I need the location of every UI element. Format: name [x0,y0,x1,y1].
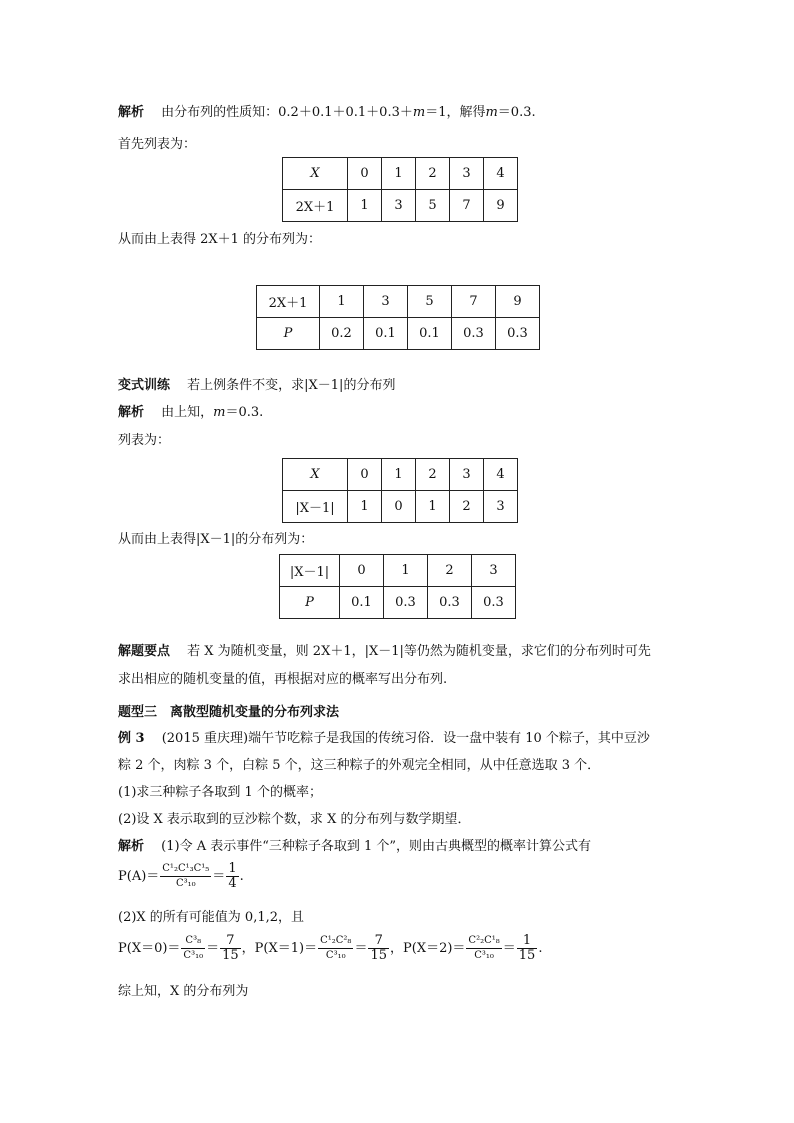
label-key-points: 解题要点 [118,644,171,659]
label-jiexi: 解析 [118,839,145,854]
text-distribution-intro-2: 从而由上表得|X－1|的分布列为： [118,532,314,547]
solution-line-2: 解析 由上知，m＝0.3. [118,405,264,420]
label-jiexi: 解析 [118,405,145,420]
example-3-line-1: 例 3 (2015 重庆理)端午节吃粽子是我国的传统习俗．设一盘中装有 10 个粽子，其中豆沙 [118,731,650,746]
table-x-2x1 [282,157,518,222]
formula-pa: P(A)＝ $\frac{\text{C¹₂C¹₃C¹₅}}{\text{C³₁₀}}$ ＝ $\frac{1}{4}$ . [118,861,244,891]
possible-values: (2)X 的所有可能值为 0,1,2，且 [118,910,305,925]
fraction: $\frac{\text{C¹₂C²₈}}{\text{C³₁₀}}$ [320,935,352,961]
solution-line-3: 解析 (1)令 A 表示事件“三种粽子各取到 1 个”，则由古典概型的概率计算公式有 [118,839,592,854]
fraction: $\frac{\text{C²₂C¹₈}}{\text{C³₁₀}}$ [468,935,500,961]
text-list-table-2: 列表为： [118,433,171,448]
question-2: (2)设 X 表示取到的豆沙粽个数，求 X 的分布列与数学期望． [118,812,471,827]
table-row: |X－1| 0 1 2 3 [280,555,516,587]
fraction: $\frac{7}{15}$ [370,933,387,963]
label-example: 例 3 [118,731,145,746]
table-row: |X－1| 1 0 1 2 3 [283,491,518,523]
table-row: 2X＋1 1 3 5 7 9 [257,286,540,318]
conclusion-line: 综上知，X 的分布列为 [118,984,249,999]
table-row: P 0.2 0.1 0.1 0.3 0.3 [257,318,540,350]
variant-exercise: 变式训练 若上例条件不变，求|X－1|的分布列 [118,378,396,393]
fraction: $\frac{1}{15}$ [518,933,536,963]
section-heading: 题型三 离散型随机变量的分布列求法 [118,705,340,720]
key-points-line-1: 解题要点 若 X 为随机变量，则 2X＋1，|X－1|等仍然为随机变量，求它们的分布列时可先 [118,644,651,659]
formula-px: P(X＝0)＝ $\frac{\text{C³₈}}{\text{C³₁₀}}$ ＝ $\frac{7}{15}$ ，P(X＝1)＝ $\frac{\text{C¹₂C²₈}}{\text{C³₁₀}}$ ＝ $\frac{7}{15}$ ，P(X＝2)＝ $\frac{\text{C²₂C¹₈}}{\text{C³₁₀}}$ ＝ $\frac{1}{15}$ . [118,933,543,963]
table-2x1-distribution [256,285,540,350]
key-points-line-2: 求出相应的随机变量的值，再根据对应的概率写出分布列. [118,672,448,687]
fraction: $\frac{7}{15}$ [222,933,239,963]
table-row: 2X＋1 1 3 5 7 9 [283,190,518,222]
table-absx1-distribution [279,554,516,619]
table-x-absx1 [282,458,518,523]
table-row: X 0 1 2 3 4 [283,158,518,190]
solution-line-1: 解析 由分布列的性质知：0.2＋0.1＋0.1＋0.3＋m＝1，解得m＝0.3. [118,105,536,120]
table-row: P 0.1 0.3 0.3 0.3 [280,587,516,619]
text-list-table: 首先列表为： [118,137,197,152]
table-row: X 0 1 2 3 4 [283,459,518,491]
label-variant: 变式训练 [118,378,171,393]
example-3-line-2: 粽 2 个，肉粽 3 个，白粽 5 个，这三种粽子的外观完全相同，从中任意选取 3 个． [118,758,601,773]
fraction: $\frac{\text{C¹₂C¹₃C¹₅}}{\text{C³₁₀}}$ [162,863,210,889]
label-jiexi: 解析 [118,105,145,120]
text-distribution-intro: 从而由上表得 2X＋1 的分布列为： [118,232,322,247]
question-1: (1)求三种粽子各取到 1 个的概率； [118,785,322,800]
fraction: $\frac{1}{4}$ [228,861,237,891]
fraction: $\frac{\text{C³₈}}{\text{C³₁₀}}$ [183,935,204,961]
